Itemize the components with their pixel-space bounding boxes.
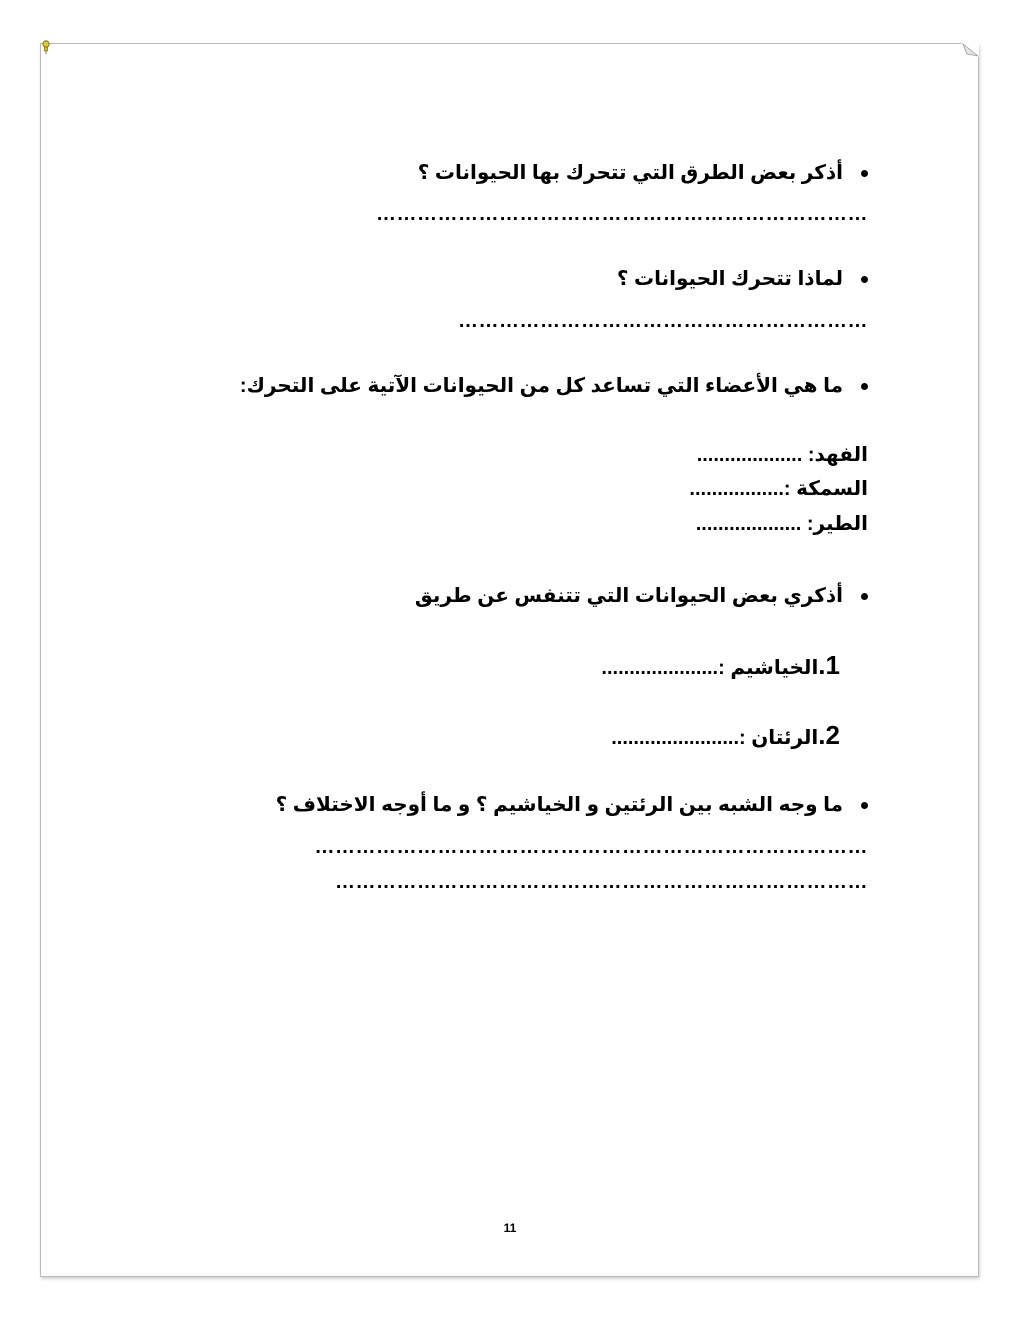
question-3	[240, 374, 868, 398]
animal-fish-blank[interactable]: السمكة :.................	[689, 478, 868, 500]
animal-cheetah-blank[interactable]: الفهد: ...................	[696, 444, 868, 466]
lungs-blank[interactable]: الرئتان :.......................	[611, 727, 819, 749]
question-2	[617, 267, 868, 291]
question-1	[418, 161, 868, 185]
bullet-icon	[861, 170, 868, 177]
gills-item[interactable]	[601, 650, 840, 683]
bullet-icon	[861, 802, 868, 809]
bullet-icon	[861, 276, 868, 283]
question-2-text: لماذا تتحرك الحيوانات ؟	[616, 268, 843, 290]
question-3-text: ما هي الأعضاء التي تساعد كل من الحيوانات الآتية على التحرك:	[239, 375, 843, 397]
question-5-answer-line-2[interactable]: ……………………………………………………………………	[335, 871, 868, 893]
question-1-text: أذكر بعض الطرق التي تتحرك بها الحيوانات ؟	[417, 162, 843, 184]
question-5	[276, 793, 868, 817]
lungs-item[interactable]	[611, 720, 840, 753]
question-5-answer-line-1[interactable]: ………………………………………………………………………	[314, 836, 868, 858]
question-4-text: أذكري بعض الحيوانات التي تتنفس عن طريق	[414, 585, 843, 607]
item-number: 1.	[818, 650, 840, 680]
question-4	[415, 584, 868, 608]
bullet-icon	[861, 593, 868, 600]
pin-icon	[40, 40, 52, 54]
animal-bird-blank[interactable]: الطير: ...................	[695, 513, 868, 535]
bullet-icon	[861, 383, 868, 390]
question-5-text: ما وجه الشبه بين الرئتين و الخياشيم ؟ و ما أوجه الاختلاف ؟	[275, 794, 843, 816]
gills-blank[interactable]: الخياشيم :.....................	[601, 657, 819, 679]
question-1-answer-line[interactable]: ………………………………………………………………	[376, 203, 868, 225]
item-number: 2.	[818, 720, 840, 750]
question-2-answer-line[interactable]: ……………………………………………………	[458, 310, 868, 332]
page-number: 11	[503, 1221, 517, 1235]
page-corner-fold-icon	[961, 43, 979, 57]
